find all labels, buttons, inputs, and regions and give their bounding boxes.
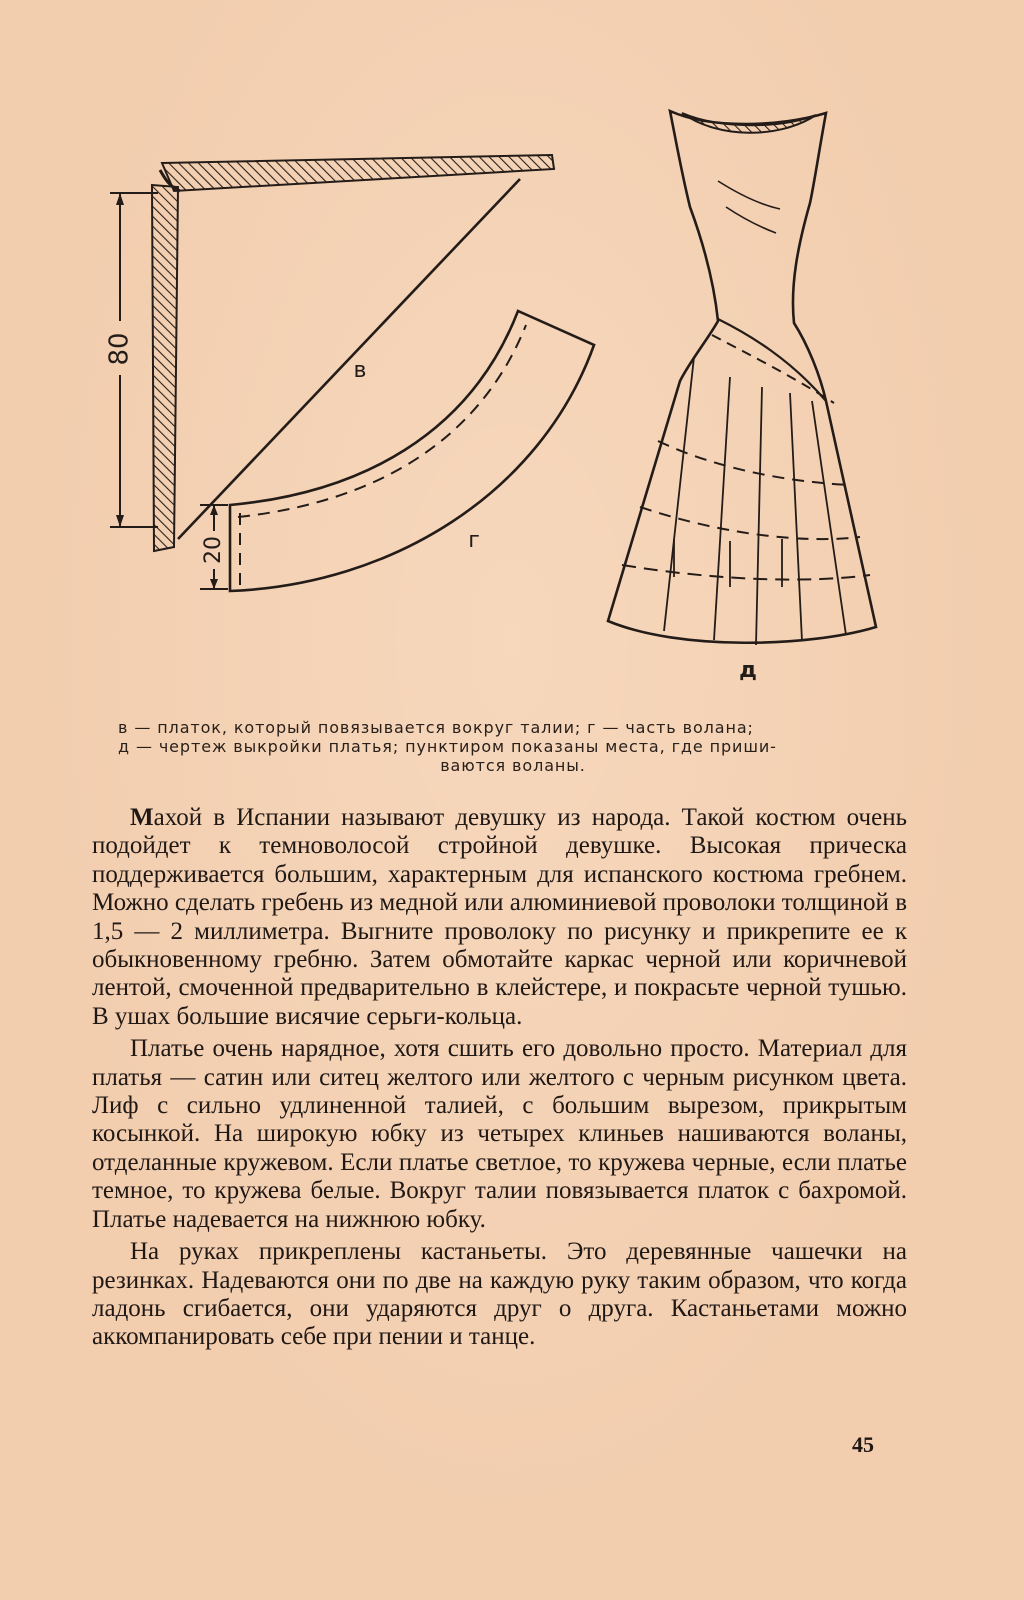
paragraph-3: На руках прикреплены кастаньеты. Это деревянные чашечки на резинках. Надеваются они по две на каждую руку таким образом, что когда ладонь сгибается, они ударяются друг о друга. Кастаньетами можно аккомпанировать себе при пении и танце. bbox=[92, 1238, 907, 1351]
dimension-20-label: 20 bbox=[201, 536, 226, 564]
article-body bbox=[92, 804, 907, 1356]
shawl-left-hatched-edge bbox=[152, 185, 178, 551]
caption-line-1: в — платок, который повязывается вокруг талии; г — часть волана; bbox=[118, 718, 754, 737]
dress-pattern bbox=[608, 111, 876, 645]
flounce-seam-line bbox=[238, 325, 526, 517]
caption-line-2: д — чертеж выкройки платья; пунктиром показаны места, где приши- bbox=[118, 737, 777, 756]
paragraph-1 bbox=[92, 804, 907, 1031]
paragraph-1-initial: М bbox=[130, 804, 154, 831]
flounce-line-3 bbox=[622, 565, 870, 580]
dimension-80-label: 80 bbox=[104, 332, 135, 366]
pattern-illustration bbox=[90, 95, 930, 705]
page-number: 45 bbox=[852, 1432, 874, 1457]
label-v: в bbox=[353, 358, 367, 383]
flounce-pattern bbox=[230, 311, 594, 591]
paragraph-2: Платье очень нарядное, хотя сшить его довольно просто. Материал для платья — сатин или ситец желтого или желтого с черным рисунком цвета. Лиф с сильно удлиненной талией, с большим вырезом, прикрытым косынкой. На широкую юбку из четырех клиньев нашиваются воланы, отделанные кружевом. Если платье светлое, то кружева черные, если платье темное, то кружева белые. Вокруг талии повязывается платок с бахромой. Платье надевается на нижнюю юбку. bbox=[92, 1035, 907, 1233]
label-g: г bbox=[468, 528, 480, 553]
shawl-top-hatched-edge bbox=[162, 155, 554, 191]
dimension-80 bbox=[105, 193, 159, 527]
figure-caption bbox=[118, 718, 908, 775]
flounce-line-2 bbox=[640, 507, 860, 539]
paragraph-1-text: ахой в Испании называют девушку из народа. Такой костюм очень подойдет к темноволосой стройной девушке. Высокая прическа поддерживается большим, характерным для испанского костюма гребнем. Можно сделать гребень из медной или алюминиевой проволоки толщиной в 1,5 — 2 миллиметра. Выгните проволоку по рисунку и прикрепите ее к обыкновенному гребню. Затем обмотайте каркас черной или коричневой лентой, смоченной предварительно в клейстере, и покрасьте черной тушью. В ушах большие висячие серьги-кольца. bbox=[92, 804, 907, 1030]
caption-line-3: ваются воланы. bbox=[440, 756, 586, 775]
flounce-outline bbox=[230, 311, 594, 591]
label-d: д bbox=[739, 658, 757, 683]
dimension-20 bbox=[200, 505, 228, 589]
shawl-diagonal-edge bbox=[178, 179, 520, 539]
